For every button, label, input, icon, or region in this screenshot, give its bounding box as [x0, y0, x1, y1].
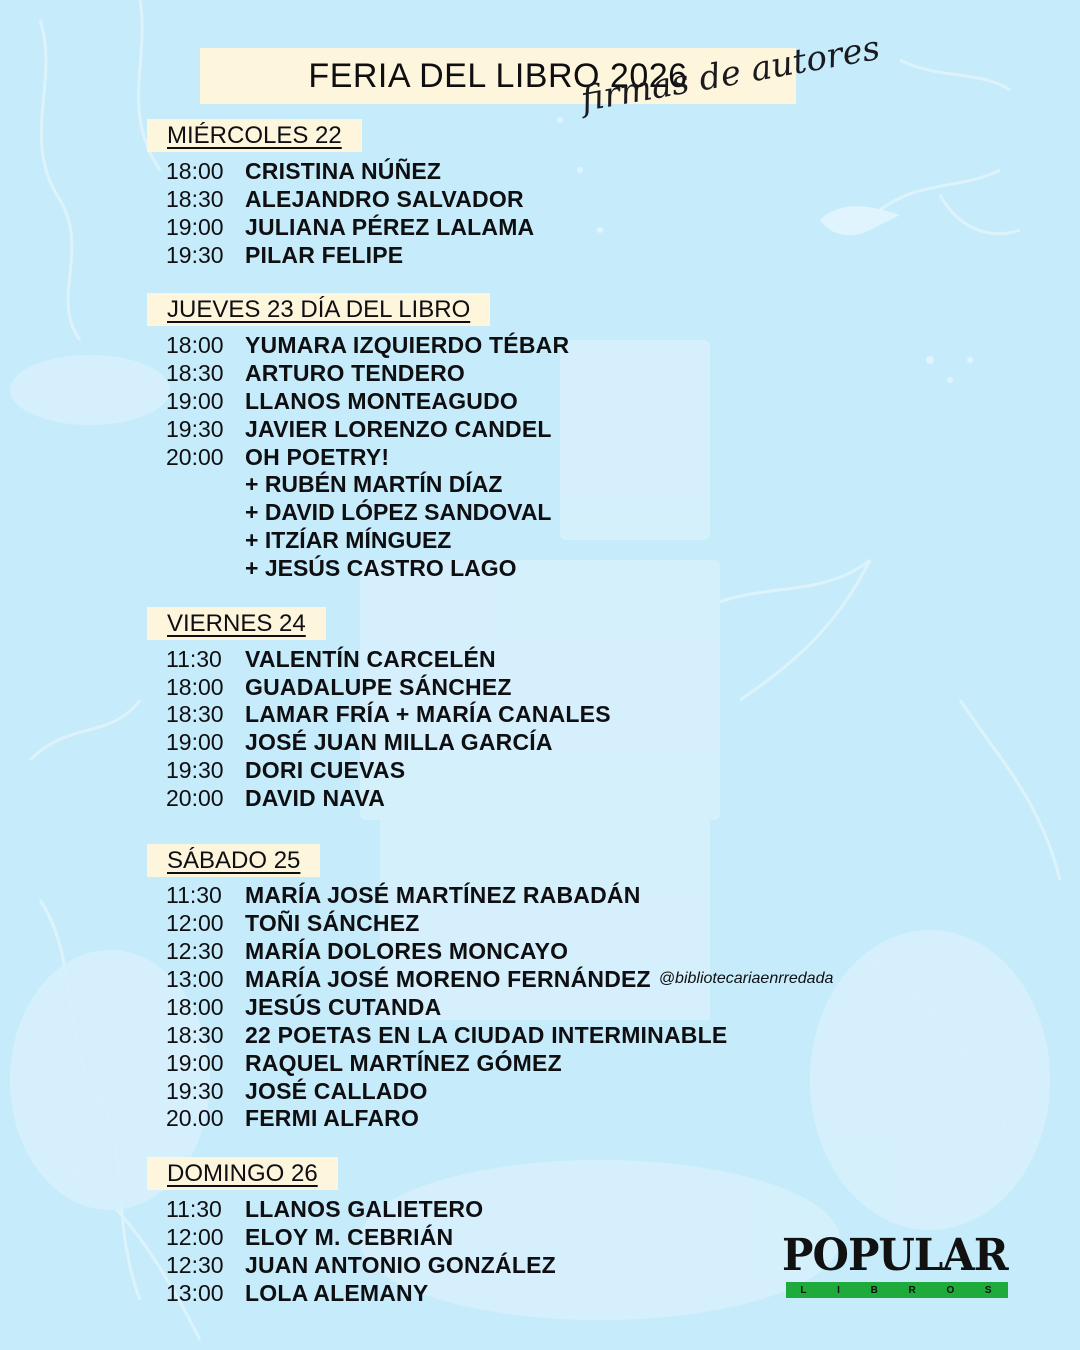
logo-letter: I: [837, 1284, 842, 1296]
day-heading-wednesday: [147, 119, 362, 152]
time: 19:00: [166, 213, 224, 240]
logo-bar: [786, 1282, 1008, 1298]
time: 19:30: [166, 1077, 224, 1104]
day-heading-thursday: [147, 293, 490, 326]
schedule-row: [166, 1195, 483, 1223]
author-name: GUADALUPE SÁNCHEZ: [245, 673, 512, 700]
schedule-row: [166, 415, 552, 443]
schedule-row: [166, 1279, 428, 1307]
time: 20:00: [166, 784, 224, 811]
author-name: OH POETRY!: [245, 443, 390, 470]
logo-letter: R: [908, 1284, 918, 1296]
guest-author: + ITZÍAR MÍNGUEZ: [245, 526, 452, 553]
time: 11:30: [166, 1195, 222, 1222]
author-name: JUAN ANTONIO GONZÁLEZ: [245, 1251, 556, 1278]
time: 19:00: [166, 387, 224, 414]
author-name: YUMARA IZQUIERDO TÉBAR: [245, 331, 570, 358]
time: 19:30: [166, 241, 224, 268]
page-title: FERIA DEL LIBRO 2026: [308, 56, 688, 95]
time: 19:30: [166, 756, 224, 783]
schedule-row: [166, 331, 569, 359]
day-heading-friday: [147, 607, 326, 640]
time: 20.00: [166, 1104, 224, 1131]
author-name: DORI CUEVAS: [245, 756, 406, 783]
author-name: ELOY M. CEBRIÁN: [245, 1223, 454, 1250]
schedule-row: [166, 993, 441, 1021]
time: 12:30: [166, 1251, 224, 1278]
schedule-row: [166, 645, 496, 673]
schedule-row: [166, 784, 385, 812]
schedule-row: [166, 1104, 419, 1132]
day-heading-sunday: [147, 1157, 338, 1190]
schedule-row: [166, 387, 518, 415]
logo-letter: S: [984, 1284, 994, 1296]
author-name: LOLA ALEMANY: [245, 1279, 429, 1306]
schedule-row: [166, 728, 553, 756]
schedule-row: [166, 1021, 727, 1049]
author-name: ARTURO TENDERO: [245, 359, 466, 386]
schedule-row: [166, 673, 512, 701]
time: 18:30: [166, 185, 224, 212]
author-name: CRISTINA NÚÑEZ: [245, 157, 442, 184]
author-name: LAMAR FRÍA + MARÍA CANALES: [245, 700, 611, 727]
schedule-row: [166, 1077, 428, 1105]
logo-wordmark: POPULAR: [782, 1230, 1008, 1281]
popular-libros-logo: [782, 1230, 1010, 1302]
schedule-row: [166, 756, 405, 784]
time: 19:00: [166, 728, 224, 755]
author-name: MARÍA DOLORES MONCAYO: [245, 937, 569, 964]
day-label: VIERNES 24: [167, 609, 306, 637]
author-name: RAQUEL MARTÍNEZ GÓMEZ: [245, 1049, 562, 1076]
author-name: LLANOS GALIETERO: [245, 1195, 484, 1222]
schedule-row: [166, 213, 534, 241]
author-name: JULIANA PÉREZ LALAMA: [245, 213, 535, 240]
page-subtitle: firmas de autores: [578, 28, 883, 121]
schedule-row: [166, 881, 641, 909]
author-name: MARÍA JOSÉ MARTÍNEZ RABADÁN: [245, 881, 641, 908]
schedule-row: [166, 443, 389, 471]
time: 18:30: [166, 1021, 224, 1048]
schedule-row: [166, 157, 441, 185]
time: 12:00: [166, 1223, 224, 1250]
logo-letter: O: [946, 1284, 957, 1296]
schedule-row: [166, 965, 833, 993]
guest-author: + RUBÉN MARTÍN DÍAZ: [245, 470, 503, 497]
time: 12:30: [166, 937, 224, 964]
author-name: LLANOS MONTEAGUDO: [245, 387, 518, 414]
day-label: SÁBADO 25: [167, 846, 301, 874]
time: 20:00: [166, 443, 224, 470]
time: 18:30: [166, 700, 224, 727]
guest-author: + DAVID LÓPEZ SANDOVAL: [245, 498, 552, 525]
author-name: JESÚS CUTANDA: [245, 993, 442, 1020]
time: 18:00: [166, 993, 224, 1020]
day-label: MIÉRCOLES 22: [167, 121, 342, 149]
author-name: ALEJANDRO SALVADOR: [245, 185, 524, 212]
time: 18:00: [166, 673, 224, 700]
time: 18:30: [166, 359, 224, 386]
schedule-row: [166, 1223, 453, 1251]
time: 18:00: [166, 331, 224, 358]
author-name: JOSÉ CALLADO: [245, 1077, 428, 1104]
time: 19:30: [166, 415, 224, 442]
time: 13:00: [166, 965, 224, 992]
time: 11:30: [166, 645, 222, 672]
time: 18:00: [166, 157, 224, 184]
logo-letter: L: [800, 1284, 809, 1296]
author-name: JAVIER LORENZO CANDEL: [245, 415, 552, 442]
author-name: 22 POETAS EN LA CIUDAD INTERMINABLE: [245, 1021, 728, 1048]
logo-letter: B: [870, 1284, 880, 1296]
author-name: TOÑI SÁNCHEZ: [245, 909, 420, 936]
time: 13:00: [166, 1279, 224, 1306]
day-label: JUEVES 23 DÍA DEL LIBRO: [167, 295, 471, 323]
schedule-row: [166, 241, 403, 269]
day-label: DOMINGO 26: [167, 1159, 318, 1187]
author-name: JOSÉ JUAN MILLA GARCÍA: [245, 728, 553, 755]
schedule-row: [166, 185, 524, 213]
schedule-row: [166, 1049, 562, 1077]
schedule-row: [166, 909, 420, 937]
author-name: FERMI ALFARO: [245, 1104, 420, 1131]
schedule-row: [166, 937, 568, 965]
social-handle: @bibliotecariaenrredada: [658, 970, 834, 987]
time: 11:30: [166, 881, 222, 908]
schedule-row: [166, 700, 611, 728]
guest-author: + JESÚS CASTRO LAGO: [245, 554, 517, 581]
author-name: PILAR FELIPE: [245, 241, 404, 268]
author-name: VALENTÍN CARCELÉN: [245, 645, 496, 672]
schedule-row: [166, 359, 465, 387]
schedule-row: [166, 1251, 556, 1279]
author-name: DAVID NAVA: [245, 784, 385, 811]
day-heading-saturday: [147, 844, 320, 877]
time: 12:00: [166, 909, 224, 936]
author-name: MARÍA JOSÉ MORENO FERNÁNDEZ: [245, 965, 651, 992]
time: 19:00: [166, 1049, 224, 1076]
